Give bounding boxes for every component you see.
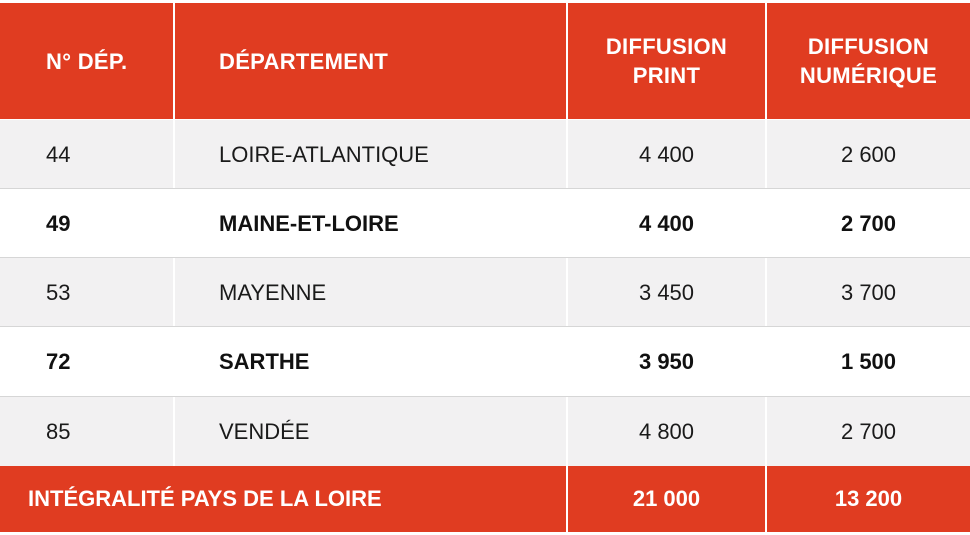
cell-departement: SARTHE bbox=[175, 327, 568, 396]
footer-total-numerique: 13 200 bbox=[767, 466, 970, 532]
cell-departement: MAINE-ET-LOIRE bbox=[175, 189, 568, 258]
cell-print: 4 800 bbox=[568, 397, 767, 466]
cell-numerique: 2 700 bbox=[767, 397, 970, 466]
cell-dep: 72 bbox=[0, 327, 175, 396]
header-dep-number-label: N° DÉP. bbox=[46, 48, 128, 74]
header-print-line1: DIFFUSION bbox=[605, 34, 728, 59]
table-row bbox=[0, 327, 970, 396]
cell-numerique: 2 600 bbox=[767, 120, 970, 189]
header-numerique-line1: DIFFUSION bbox=[807, 34, 930, 59]
cell-dep: 49 bbox=[0, 189, 175, 258]
cell-print: 4 400 bbox=[568, 120, 767, 189]
cell-numerique: 1 500 bbox=[767, 327, 970, 396]
cell-departement: MAYENNE bbox=[175, 258, 568, 327]
table-row bbox=[0, 189, 970, 258]
table-row bbox=[0, 397, 970, 466]
footer-total-label: INTÉGRALITÉ PAYS DE LA LOIRE bbox=[0, 466, 568, 532]
header-print-line2: PRINT bbox=[632, 63, 701, 88]
cell-dep: 53 bbox=[0, 258, 175, 327]
cell-numerique: 2 700 bbox=[767, 189, 970, 258]
header-diffusion-print bbox=[568, 3, 767, 119]
table-header-row bbox=[0, 3, 970, 119]
header-dep-number bbox=[0, 3, 175, 119]
cell-dep: 44 bbox=[0, 120, 175, 189]
cell-departement: VENDÉE bbox=[175, 397, 568, 466]
cell-dep: 85 bbox=[0, 397, 175, 466]
header-diffusion-numerique bbox=[767, 3, 970, 119]
header-departement bbox=[175, 3, 568, 119]
header-numerique-line2: NUMÉRIQUE bbox=[799, 63, 938, 88]
footer-total-print: 21 000 bbox=[568, 466, 767, 532]
table-row bbox=[0, 258, 970, 327]
cell-departement: LOIRE-ATLANTIQUE bbox=[175, 120, 568, 189]
table-footer-row bbox=[0, 466, 970, 532]
table-row bbox=[0, 120, 970, 189]
cell-print: 4 400 bbox=[568, 189, 767, 258]
cell-print: 3 450 bbox=[568, 258, 767, 327]
cell-print: 3 950 bbox=[568, 327, 767, 396]
header-departement-label: DÉPARTEMENT bbox=[219, 48, 389, 74]
cell-numerique: 3 700 bbox=[767, 258, 970, 327]
